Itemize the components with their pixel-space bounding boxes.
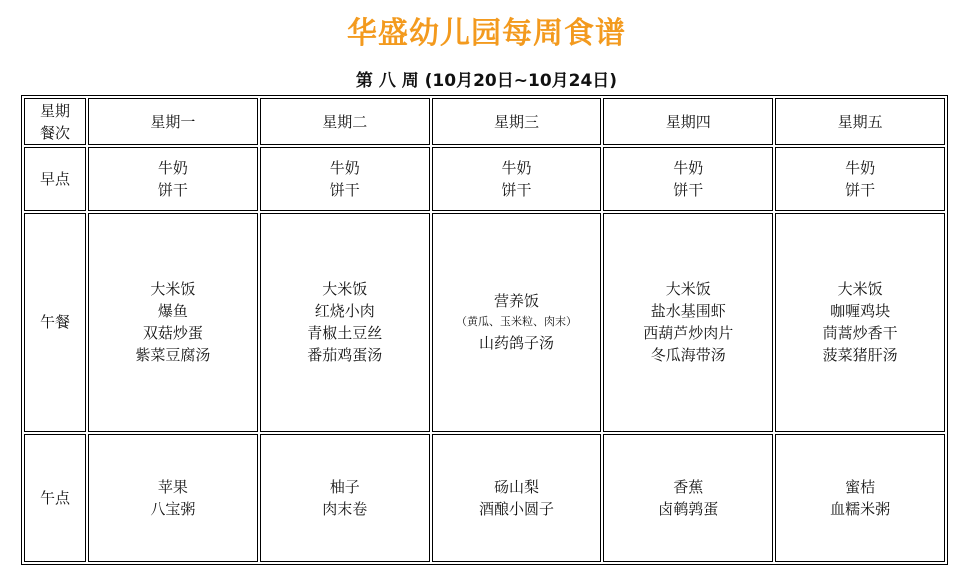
breakfast-row — [24, 147, 945, 211]
dish: 蜜桔 — [845, 477, 876, 496]
dish: 营养饭 — [493, 292, 539, 311]
day-header-tue: 星期二 — [260, 98, 430, 145]
breakfast-cell-thu — [603, 147, 773, 211]
snack-cell-thu — [603, 434, 773, 562]
dish: 盐水基围虾 — [650, 302, 726, 321]
dish: 大米饭 — [837, 280, 883, 299]
day-header-mon: 星期一 — [88, 98, 258, 145]
day-header-fri: 星期五 — [775, 98, 945, 145]
snack-cell-tue — [260, 434, 430, 562]
dish: 香蕉 — [673, 477, 704, 496]
meal-label-breakfast: 早点 — [24, 147, 86, 211]
dish: 牛奶 — [845, 159, 876, 178]
dish: 红烧小肉 — [314, 302, 375, 321]
dish: 八宝粥 — [150, 499, 196, 518]
meal-label-lunch: 午餐 — [24, 213, 86, 432]
dish: 大米饭 — [150, 280, 196, 299]
lunch-cell-thu — [603, 213, 773, 432]
lunch-cell-mon — [88, 213, 258, 432]
dish: 酒酿小圆子 — [478, 499, 554, 518]
corner-day-label: 星期 — [39, 101, 70, 120]
dish: 山药鸽子汤 — [478, 334, 554, 353]
dish: 砀山梨 — [493, 477, 539, 496]
dish: 爆鱼 — [157, 302, 188, 321]
dish: 牛奶 — [157, 159, 188, 178]
snack-cell-fri — [775, 434, 945, 562]
dish: 西葫芦炒肉片 — [643, 324, 734, 343]
lunch-row — [24, 213, 945, 432]
dish: 番茄鸡蛋汤 — [307, 346, 383, 365]
dish: 牛奶 — [329, 159, 360, 178]
meal-label-snack: 午点 — [24, 434, 86, 562]
breakfast-cell-mon — [88, 147, 258, 211]
dish: 饼干 — [501, 181, 532, 200]
dish: 牛奶 — [673, 159, 704, 178]
dish: 饼干 — [673, 181, 704, 200]
dish: 双菇炒蛋 — [142, 324, 203, 343]
corner-meal-label: 餐次 — [39, 123, 70, 142]
dish: 茼蒿炒香干 — [822, 324, 898, 343]
dish: 柚子 — [329, 477, 360, 496]
snack-row — [24, 434, 945, 562]
page-title: 华盛幼儿园每周食谱 — [347, 16, 626, 51]
lunch-cell-tue — [260, 213, 430, 432]
breakfast-cell-fri — [775, 147, 945, 211]
week-subtitle: 第 八 周 (10月20日~10月24日) — [355, 71, 618, 91]
dish: 大米饭 — [322, 280, 368, 299]
dish: 饼干 — [157, 181, 188, 200]
dish: 卤鹌鹑蛋 — [658, 499, 719, 518]
day-header-wed: 星期三 — [432, 98, 602, 145]
dish: 牛奶 — [501, 159, 532, 178]
breakfast-cell-tue — [260, 147, 430, 211]
corner-cell — [24, 98, 86, 145]
dish: 大米饭 — [665, 280, 711, 299]
dish: 血糯米粥 — [830, 499, 891, 518]
dish: 饼干 — [845, 181, 876, 200]
menu-table — [21, 95, 948, 565]
dish-ingredients-note: （黄瓜、玉米粒、肉末） — [455, 315, 577, 329]
lunch-cell-fri — [775, 213, 945, 432]
snack-cell-mon — [88, 434, 258, 562]
dish: 青椒土豆丝 — [307, 324, 383, 343]
dish: 菠菜猪肝汤 — [822, 346, 898, 365]
day-header-thu: 星期四 — [603, 98, 773, 145]
dish: 苹果 — [157, 477, 188, 496]
breakfast-cell-wed — [432, 147, 602, 211]
dish: 饼干 — [329, 181, 360, 200]
dish: 咖喱鸡块 — [830, 302, 891, 321]
dish: 冬瓜海带汤 — [650, 346, 726, 365]
header-row — [24, 98, 945, 145]
dish: 肉末卷 — [322, 499, 368, 518]
dish: 紫菜豆腐汤 — [135, 346, 211, 365]
snack-cell-wed — [432, 434, 602, 562]
lunch-cell-wed — [432, 213, 602, 432]
